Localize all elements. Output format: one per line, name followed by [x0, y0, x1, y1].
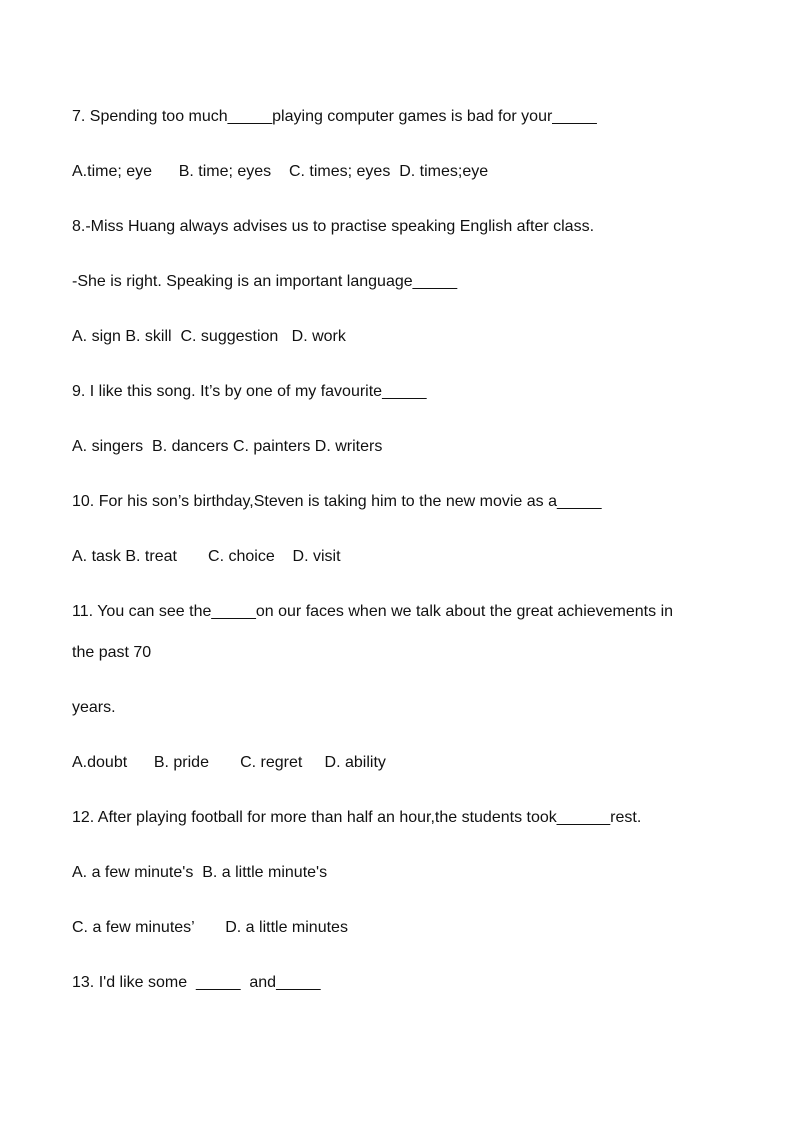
- question-12-options-ab: A. a few minute's B. a little minute's: [72, 864, 328, 881]
- question-11-end: years.: [72, 699, 116, 716]
- question-11-options: A.doubt B. pride C. regret D. ability: [72, 754, 386, 771]
- question-12-options-cd: C. a few minutes’ D. a little minutes: [72, 919, 348, 936]
- question-8: 8.-Miss Huang always advises us to practise speaking English after class.: [72, 218, 595, 235]
- question-7: 7. Spending too much_____playing computer games is bad for your_____: [72, 108, 597, 125]
- question-8-options: A. sign B. skill C. suggestion D. work: [72, 328, 346, 345]
- question-8-response: -She is right. Speaking is an important language_____: [72, 273, 458, 290]
- question-11-continued: the past 70: [72, 644, 152, 661]
- question-10: 10. For his son’s birthday,Steven is taking him to the new movie as a_____: [72, 493, 602, 510]
- question-9: 9. I like this song. It’s by one of my favourite_____: [72, 383, 427, 400]
- question-11: 11. You can see the_____on our faces when we talk about the great achievements in: [72, 603, 674, 620]
- question-12: 12. After playing football for more than half an hour,the students took______rest.: [72, 809, 642, 826]
- question-13: 13. I'd like some _____ and_____: [72, 974, 321, 991]
- question-9-options: A. singers B. dancers C. painters D. writers: [72, 438, 383, 455]
- question-7-options: A.time; eye B. time; eyes C. times; eyes D. times;eye: [72, 163, 489, 180]
- question-10-options: A. task B. treat C. choice D. visit: [72, 548, 341, 565]
